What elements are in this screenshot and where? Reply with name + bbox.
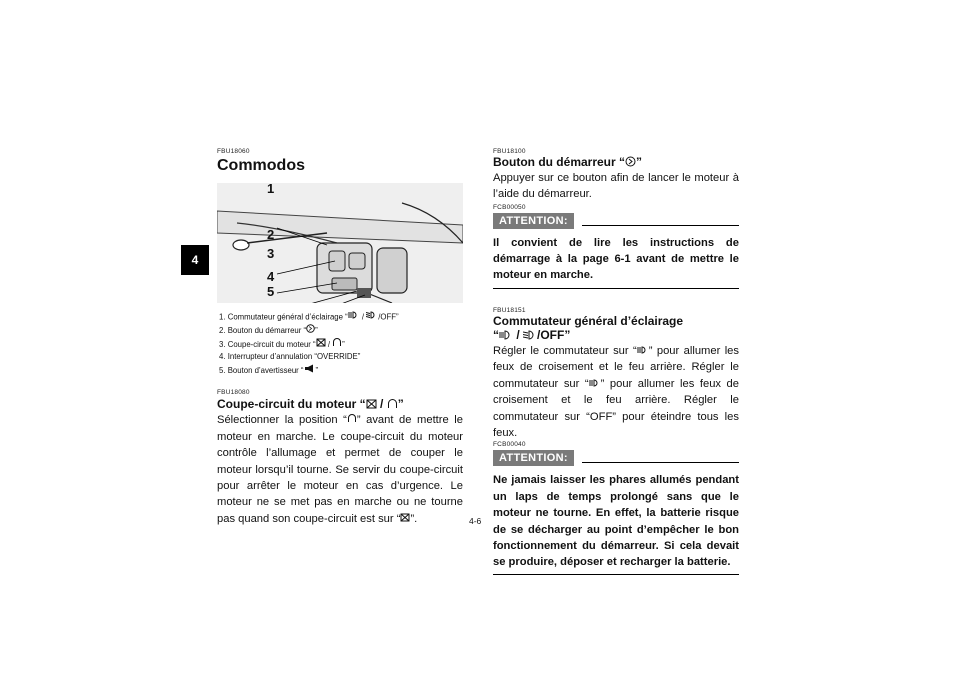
caption-text: Bouton du démarreur “ — [227, 325, 307, 335]
caption-num: 1. — [219, 312, 226, 322]
engine-stop-icon — [400, 511, 410, 527]
paragraph-text: Régler le commutateur sur “ — [493, 344, 637, 357]
paragraph — [217, 412, 463, 527]
figure-callout: 1 — [267, 183, 275, 196]
paragraph-text: ” avant de mettre le moteur en marche. Le coupe-circuit du moteur contrôle l’allumage et permet de couper le moteur lorsqu’il tourne. Se servir du coupe-circuit pour arrêter le moteur en cas d’urgence. Le moteur ne se met pas en marche ou ne tourne pas quand son coupe-circuit est sur “ — [217, 414, 463, 525]
paragraph: Appuyer sur ce bouton afin de lancer le moteur à l’aide du démarreur. — [493, 171, 739, 201]
page-number: 4-6 — [469, 516, 482, 526]
low-beam-icon — [499, 329, 513, 343]
high-beam-icon — [523, 329, 537, 343]
right-column — [493, 148, 739, 575]
caption-text: Bouton d’avertisseur “ — [227, 365, 304, 375]
caption-item: 1. Commutateur général d’éclairage “ / /OFF” — [219, 311, 463, 324]
divider — [582, 461, 739, 463]
figure-callout: 2 — [267, 227, 275, 242]
low-beam-icon — [589, 376, 601, 392]
section-code: FBU18080 — [217, 389, 250, 397]
divider — [493, 574, 739, 575]
engine-stop-icon — [366, 398, 377, 412]
heading-text: Coupe-circuit du moteur “ — [217, 397, 366, 412]
caption-text-end: ” — [315, 365, 319, 375]
section-title: Commodos — [217, 157, 305, 174]
low-beam-icon — [637, 343, 649, 359]
heading-text: “ — [493, 327, 499, 342]
caption-list — [217, 311, 463, 377]
caption-num: 2. — [219, 325, 226, 335]
engine-stop-icon — [316, 338, 326, 352]
paragraph-text: ” pour allumer les feux de croisement et le feu arrière. Régler le commutateur sur “OFF” pour éteindre tous les feux. — [493, 377, 739, 440]
section-code: FBU18100 — [493, 148, 526, 155]
paragraph-text: ”. — [410, 512, 418, 525]
caption-num: 5. — [219, 365, 226, 375]
chapter-tab-label: 4 — [191, 253, 199, 267]
figure-callout: 5 — [267, 284, 275, 299]
caption-text-end: ” — [315, 325, 318, 335]
divider — [493, 288, 739, 289]
attention-label: ATTENTION: — [493, 450, 574, 466]
starter-icon — [306, 324, 315, 338]
heading-text-end: /OFF” — [537, 327, 571, 342]
section-heading — [493, 155, 739, 170]
engine-run-icon — [332, 338, 342, 352]
section-code: FBU18060 — [217, 148, 250, 155]
attention-text: Ne jamais laisser les phares allumés pendant un laps de temps prolongé sans que le moteur ne tourne. En effet, la batterie risque de se décharger au point d’empêcher le bon fonctionnement du démarreur. Si cela devait se produire, déposer et recharger la batterie. — [493, 474, 739, 569]
engine-run-icon — [387, 398, 398, 412]
section-heading: “ / /OFF” — [493, 327, 571, 342]
figure-callout: 4 — [267, 269, 275, 284]
caption-item — [219, 324, 463, 338]
high-beam-icon — [366, 311, 378, 324]
attention-header — [493, 213, 739, 229]
attention-header — [493, 450, 739, 466]
heading-text-end: ” — [397, 397, 404, 412]
caution-code: FCB00040 — [493, 441, 526, 449]
heading-text-end: ” — [636, 155, 643, 169]
caption-text: Coupe-circuit du moteur “ — [227, 339, 316, 349]
caption-num: 4. — [219, 352, 226, 362]
caption-text-end: ” — [342, 339, 345, 349]
divider — [582, 224, 739, 226]
low-beam-icon — [348, 311, 360, 324]
chapter-tab — [181, 245, 209, 275]
caption-num: 3. — [219, 339, 226, 349]
caption-text-end: /OFF” — [378, 312, 399, 322]
handlebar-figure — [217, 183, 463, 303]
section-code: FBU18151 — [493, 306, 526, 314]
section-heading: Commutateur général d’éclairage — [493, 313, 684, 328]
paragraph — [493, 343, 739, 442]
caption-item — [219, 351, 463, 364]
horn-icon — [304, 364, 316, 378]
section-heading: Coupe-circuit du moteur “ / ” — [217, 397, 404, 412]
caption-text: Interrupteur d’annulation “OVERRIDE” — [227, 352, 361, 362]
caption-text: Commutateur général d’éclairage “ — [227, 312, 348, 322]
figure-callout: 3 — [267, 246, 275, 261]
heading-text: Bouton du démarreur “ — [493, 155, 626, 169]
left-column — [217, 148, 463, 527]
attention-label: ATTENTION: — [493, 213, 574, 229]
attention-text: Il convient de lire les instructions de démarrage à la page 6-1 avant de mettre le moteur en marche. — [493, 236, 739, 282]
starter-icon — [625, 156, 636, 170]
handlebar-illustration — [217, 183, 463, 303]
paragraph-text: Sélectionner la position “ — [217, 414, 347, 427]
engine-run-icon — [347, 412, 357, 428]
caution-code: FCB00050 — [493, 203, 526, 211]
caption-item — [219, 364, 463, 378]
paragraph-text: ” pour allumer les feux de croisement et le feu arrière. Régler le commutateur sur “ — [493, 344, 739, 390]
caption-item: 3. Coupe-circuit du moteur “ / ” — [219, 338, 463, 352]
